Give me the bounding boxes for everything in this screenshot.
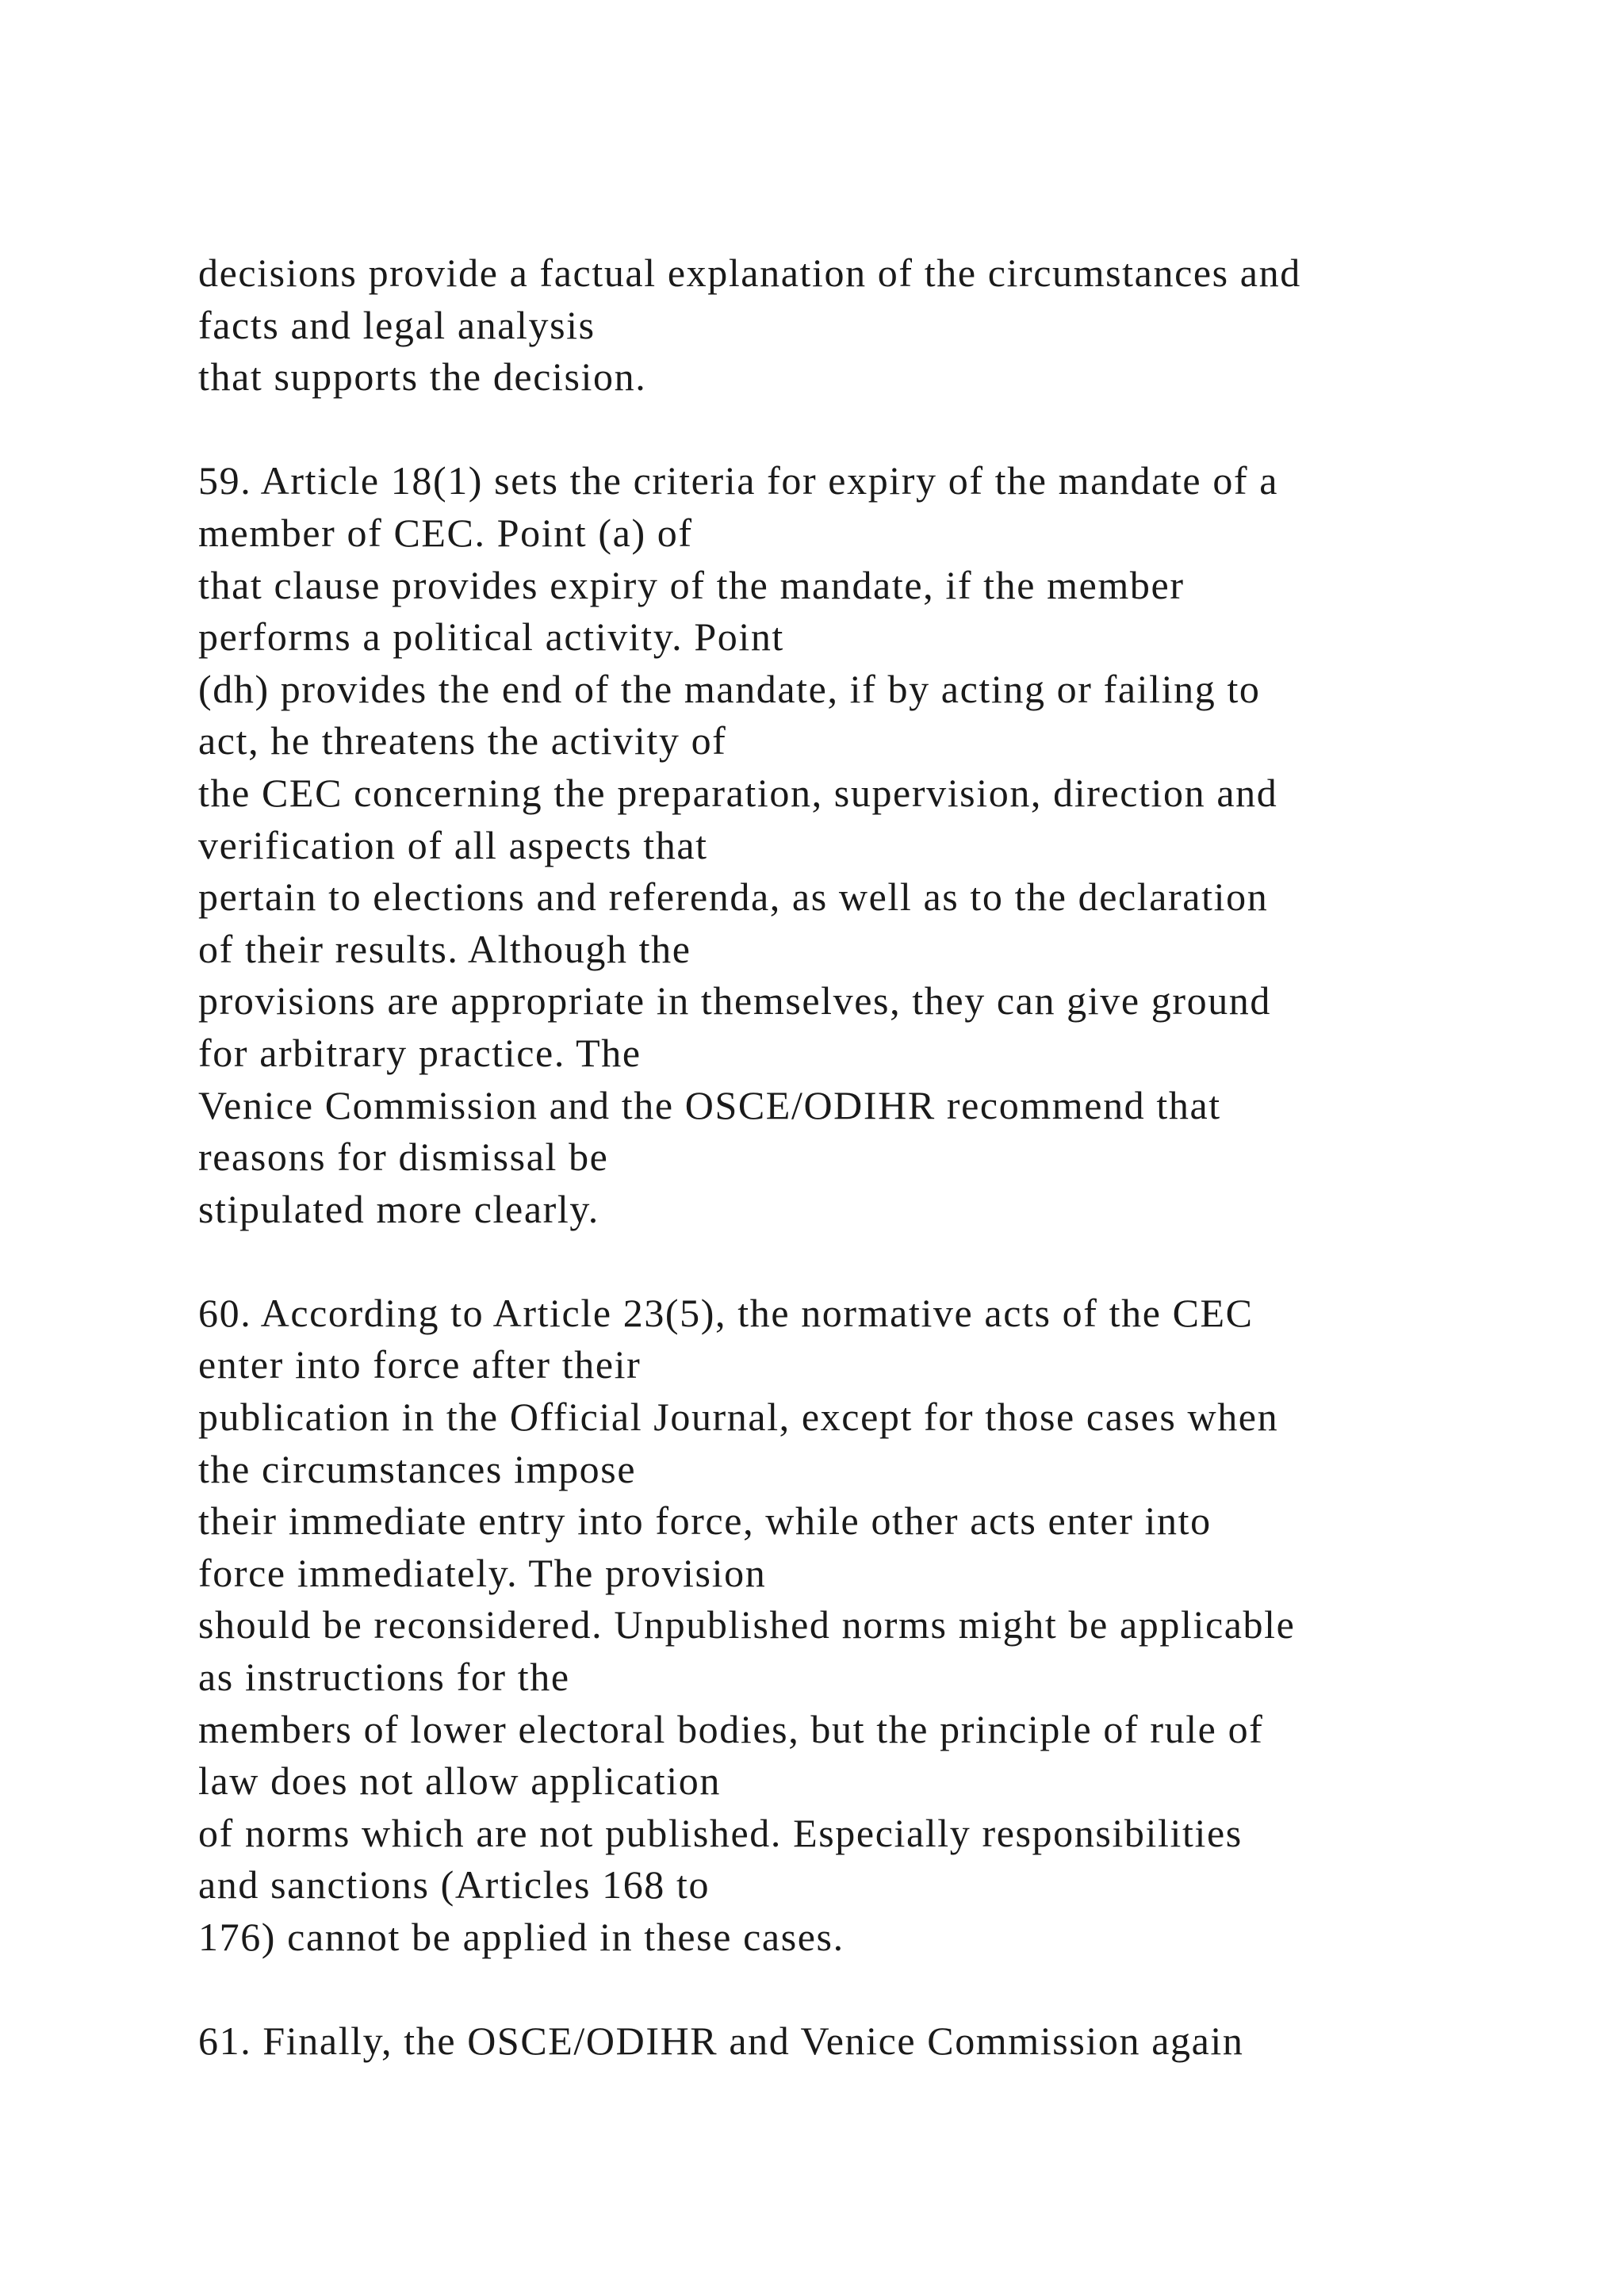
text-line: stipulated more clearly. — [198, 1186, 599, 1231]
paragraph-60-line: 60. According to Article 23(5), the normative acts of the CEC — [198, 1290, 1254, 1335]
text-line: and sanctions (Articles 168 to — [198, 1862, 710, 1908]
text-line: for arbitrary practice. The — [198, 1030, 642, 1075]
text-line: should be reconsidered. Unpublished norms might be applicable — [198, 1602, 1296, 1647]
text-line: members of lower electoral bodies, but the principle of rule of — [198, 1706, 1264, 1751]
paragraph-gap — [198, 404, 1546, 456]
text-line: of their results. Although the — [198, 926, 691, 971]
paragraph-gap — [198, 1964, 1546, 2016]
text-line: Venice Commission and the OSCE/ODIHR recommend that — [198, 1082, 1221, 1127]
text-line: the circumstances impose — [198, 1446, 637, 1491]
text-line: member of CEC. Point (a) of — [198, 510, 693, 555]
text-line: that clause provides expiry of the mandate, if the member — [198, 562, 1185, 607]
text-line: as instructions for the — [198, 1655, 570, 1700]
text-line: (dh) provides the end of the mandate, if by acting or failing to — [198, 666, 1261, 711]
text-line: pertain to elections and referenda, as well as to the declaration — [198, 874, 1269, 920]
text-line: performs a political activity. Point — [198, 614, 784, 660]
text-line: of norms which are not published. Especially responsibilities — [198, 1810, 1243, 1855]
text-line: the CEC concerning the preparation, supervision, direction and — [198, 770, 1278, 815]
paragraph-59-line: 59. Article 18(1) sets the criteria for expiry of the mandate of a — [198, 458, 1279, 503]
document-body — [198, 247, 1546, 2068]
text-line: provisions are appropriate in themselves, they can give ground — [198, 978, 1272, 1024]
text-line: their immediate entry into force, while other acts enter into — [198, 1498, 1212, 1544]
paragraph-61-line: 61. Finally, the OSCE/ODIHR and Venice Commission again — [198, 2019, 1244, 2064]
paragraph-gap — [198, 1235, 1546, 1288]
text-line: enter into force after their — [198, 1342, 642, 1387]
text-line: publication in the Official Journal, except for those cases when — [198, 1395, 1279, 1440]
text-line: reasons for dismissal be — [198, 1135, 609, 1180]
text-line: law does not allow application — [198, 1758, 721, 1804]
text-line: verification of all aspects that — [198, 822, 708, 867]
text-line: decisions provide a factual explanation of the circumstances and — [198, 251, 1301, 295]
text-line: that supports the decision. — [198, 354, 647, 400]
text-line: act, he threatens the activity of — [198, 718, 727, 763]
text-line: 176) cannot be applied in these cases. — [198, 1915, 845, 1959]
text-line: facts and legal analysis — [198, 302, 596, 347]
text-line: force immediately. The provision — [198, 1550, 767, 1595]
